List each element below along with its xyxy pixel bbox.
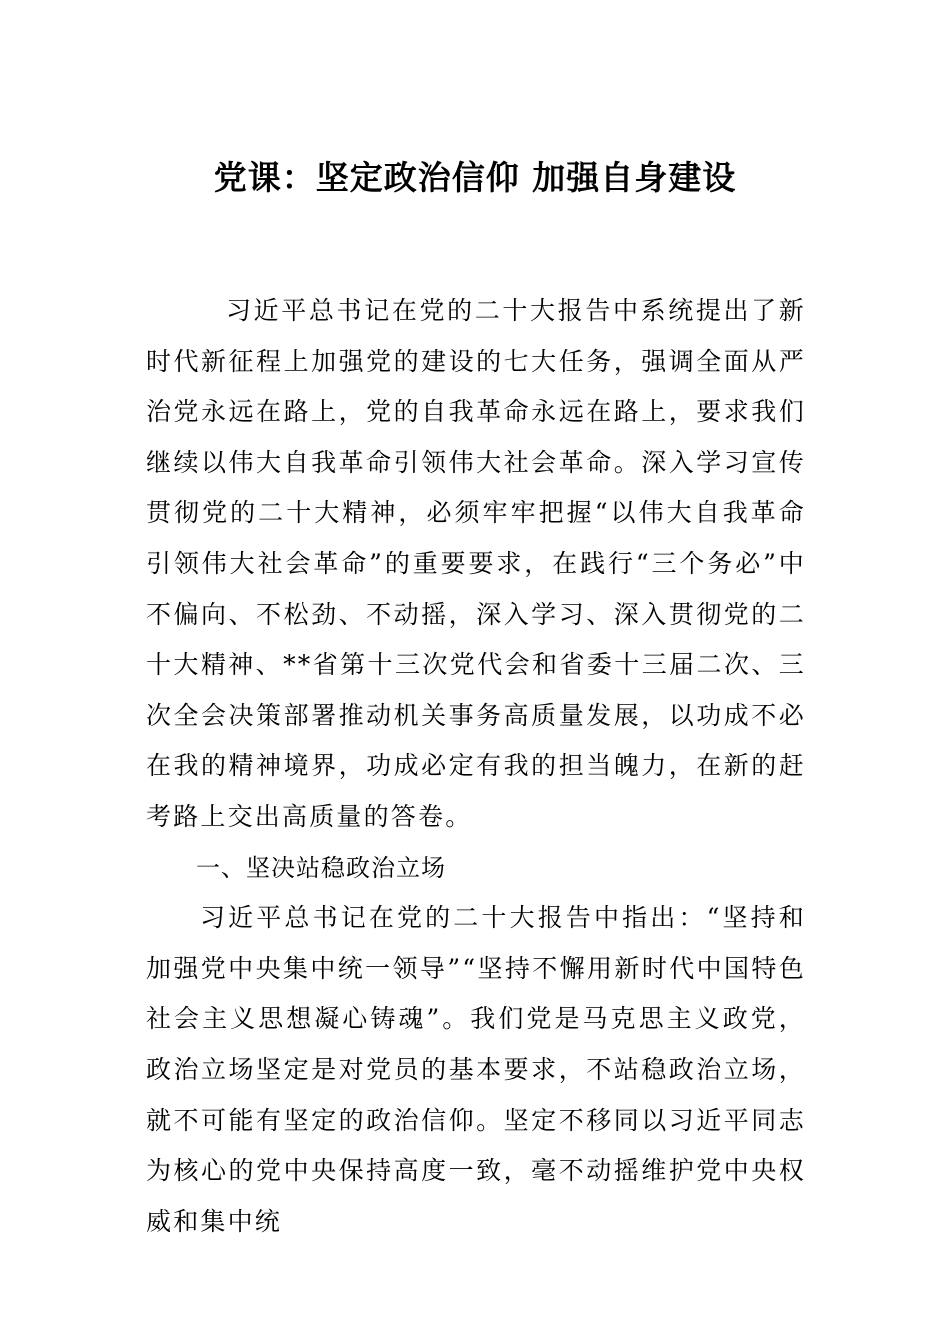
section-heading-1: 一、坚决站稳政治立场 — [196, 853, 446, 882]
document-title: 党课：坚定政治信仰 加强自身建设 — [213, 158, 737, 197]
paragraph-intro: 习近平总书记在党的二十大报告中系统提出了新时代新征程上加强党的建设的七大任务，强调全面从严治党永远在路上，党的自我革命永远在路上，要求我们继续以伟大自我革命引领伟大社会革命。深入学习宣传贯彻党的二十大精神，必须牢牢把握“以伟大自我革命引领伟大社会革命”的重要要求，在践行“三个务必”中不偏向、不松劲、不动摇，深入学习、深入贯彻党的二十大精神、**省第十三次党代会和省委十三届二次、三次全会决策部署推动机关事务高质量发展，以功成不必在我的精神境界，功成必定有我的担当魄力，在新的赶考路上交出高质量的答卷。 — [146, 296, 806, 831]
paragraph-section-1: 习近平总书记在党的二十大报告中指出：“坚持和加强党中央集中统一领导”“坚持不懈用新时代中国特色社会主义思想凝心铸魂”。我们党是马克思主义政党，政治立场坚定是对党员的基本要求，不站稳政治立场，就不可能有坚定的政治信仰。坚定不移同以习近平同志为核心的党中央保持高度一致，毫不动摇维护党中央权威和集中统 — [146, 903, 806, 1236]
document-body — [146, 286, 806, 1247]
